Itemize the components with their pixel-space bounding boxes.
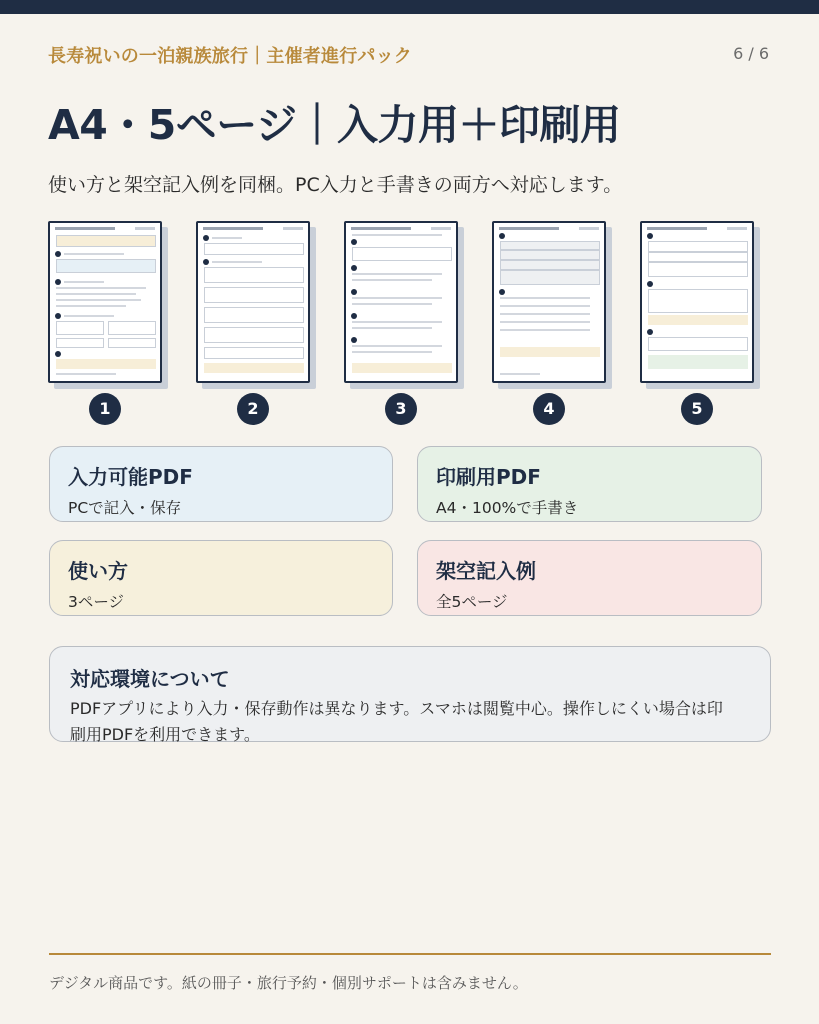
page-number-badge: 2 bbox=[237, 393, 269, 425]
card-sample-entries bbox=[417, 540, 762, 616]
page-subtitle: 使い方と架空記入例を同梱。PC入力と手書きの両方へ対応します。 bbox=[48, 174, 623, 196]
card-title: 入力可能PDF bbox=[68, 465, 193, 489]
notice-title: 対応環境について bbox=[70, 667, 230, 691]
page-preview bbox=[492, 221, 606, 383]
page-preview bbox=[196, 221, 310, 383]
card-fillable-pdf bbox=[49, 446, 393, 522]
page-thumbnails bbox=[0, 221, 819, 431]
card-title: 印刷用PDF bbox=[436, 465, 541, 489]
footer-divider bbox=[49, 953, 771, 955]
card-subtitle: 3ページ bbox=[68, 593, 125, 611]
card-title: 架空記入例 bbox=[436, 559, 536, 583]
page-number-badge: 3 bbox=[385, 393, 417, 425]
footer-disclaimer: デジタル商品です。紙の冊子・旅行予約・個別サポートは含みません。 bbox=[49, 974, 528, 992]
page-preview bbox=[344, 221, 458, 383]
thumbnail-page-5 bbox=[640, 221, 758, 431]
thumbnail-page-1 bbox=[48, 221, 166, 431]
card-subtitle: A4・100%で手書き bbox=[436, 499, 579, 517]
thumbnail-page-3 bbox=[344, 221, 462, 431]
card-subtitle: 全5ページ bbox=[436, 593, 508, 611]
series-title: 長寿祝いの一泊親族旅行｜主催者進行パック bbox=[48, 46, 412, 67]
page-title: A4・5ページ｜入力用＋印刷用 bbox=[48, 101, 621, 149]
page-preview bbox=[48, 221, 162, 383]
card-how-to-use bbox=[49, 540, 393, 616]
thumbnail-page-4 bbox=[492, 221, 610, 431]
card-title: 使い方 bbox=[68, 559, 128, 583]
card-subtitle: PCで記入・保存 bbox=[68, 499, 182, 517]
page-indicator: 6 / 6 bbox=[733, 44, 769, 63]
page-number-badge: 1 bbox=[89, 393, 121, 425]
page-preview bbox=[640, 221, 754, 383]
page-number-badge: 5 bbox=[681, 393, 713, 425]
notice-body: PDFアプリにより入力・保存動作は異なります。スマホは閲覧中心。操作しにくい場合は印刷用PDFを利用できます。 bbox=[70, 699, 723, 744]
thumbnail-page-2 bbox=[196, 221, 314, 431]
card-print-pdf bbox=[417, 446, 762, 522]
page-number-badge: 4 bbox=[533, 393, 565, 425]
compatibility-notice bbox=[49, 646, 771, 742]
top-bar bbox=[0, 0, 819, 14]
